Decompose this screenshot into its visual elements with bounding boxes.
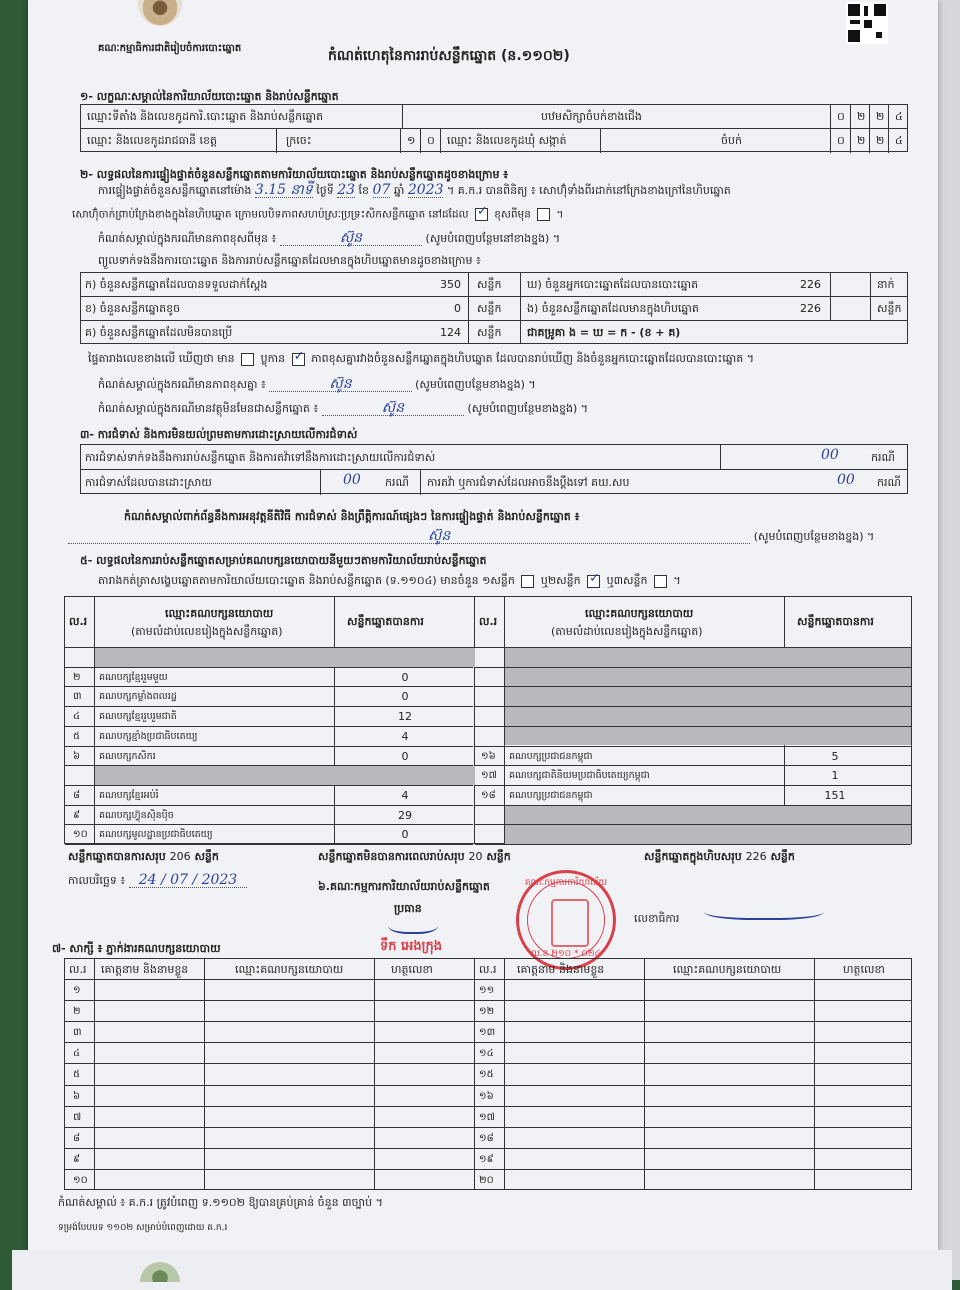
tally-sheet-line: តារាងកត់ត្រាសង្ខេបឆ្នោតតាមការិយាល័យបោះឆ្នោត និងរាប់សន្លឹកឆ្នោត (ទ.១១០៤) មានចំនួន ១សន្លឹក ឬ២សន្លឹក ✓ ឬ៣សន្លឹក ។ [98, 574, 681, 588]
ballots-in-box-unit: សន្លឹក [877, 302, 902, 315]
witness-right-number: ១៧ [479, 1111, 495, 1123]
witness-right-name-header: គោត្តនាម និងនាមខ្លួន [517, 963, 605, 976]
row-divider [65, 844, 473, 845]
witness-left-number: ៨ [73, 1132, 81, 1144]
stamp-emblem [551, 899, 589, 947]
difference-note-line [98, 378, 536, 392]
three-sheets-checkbox[interactable] [654, 575, 667, 588]
committee-sign-heading: ៦.គណៈកម្មការការិយាល័យរាប់សន្លឹកឆ្នោត [318, 880, 490, 893]
witness-right-number: ១៥ [479, 1069, 494, 1081]
party-number: ៥ [73, 730, 81, 742]
party-votes: 1 [831, 769, 839, 783]
shaded-row [505, 687, 911, 706]
date-line [68, 874, 247, 888]
witness-left-no-header: ល.រ [69, 963, 87, 976]
received-ballots-value: 350 [440, 278, 461, 291]
chair-signature [388, 914, 438, 934]
party-name: គណបក្សហ៊្វុនស៊ិនប៉ិច [99, 809, 174, 821]
chair-label: ប្រធាន [394, 902, 422, 915]
witness-left-name-header: គោត្តនាម និងនាមខ្លួន [101, 963, 189, 976]
row-divider [65, 726, 473, 727]
row-divider [65, 746, 473, 747]
spoiled-ballots-unit: សន្លឹក [477, 302, 502, 315]
province-label: ឈ្មោះ និងលេខកូដរាជធានី ខេត្ត [87, 134, 217, 147]
foreign-object-note-label: កំណត់សម្គាល់ក្នុងករណីមានវត្ថុមិនមែនជាសន្លឹកឆ្នោត ៖ [98, 402, 319, 415]
resolved-value: 00 [343, 472, 361, 488]
count-time-label: ការផ្ទៀងផ្ទាត់ចំនួនសន្លឹកឆ្នោតនៅម៉ោង [98, 184, 252, 197]
left-votes-header: សន្លឹកឆ្នោតបានការ [347, 615, 424, 628]
discrepancy-intro: ផ្ទៃតារាងលេខខាងលើ ឃើញថា មាន [88, 352, 235, 365]
row-divider [65, 667, 473, 668]
shaded-row [505, 727, 911, 746]
discrepancy-none-label: ប្លុកាន [260, 352, 286, 365]
total-valid-value: 206 [169, 850, 191, 863]
party-number: ១៦ [481, 750, 496, 762]
section-4-note-tail: (សូមបំពេញបន្ថែមខាងខ្នង) ។ [753, 530, 875, 543]
witness-left-number: ៣ [73, 1027, 82, 1039]
secretary-label: លេខាធិការ [634, 912, 680, 925]
total-invalid-line [318, 850, 511, 863]
total-valid-unit: សន្លឹក [194, 850, 219, 863]
witness-left-number: ៦ [73, 1090, 81, 1102]
party-name: គណបក្សខ្មែររួមមួយ [99, 671, 168, 683]
party-name: គណបក្សមូលដ្ឋានប្រជាធិបតេយ្យ [99, 829, 213, 841]
total-valid-label: សន្លឹកឆ្នោតបានការសរុប [68, 850, 166, 863]
party-number: ១០ [73, 829, 88, 841]
party-name: គណបក្សប្រជាជនកម្ពុជា [509, 789, 593, 801]
party-name: គណបក្សកម្លាំងពលរដ្ឋ [99, 691, 177, 703]
witness-left-number: ១ [73, 985, 81, 996]
shaded-row [505, 648, 911, 667]
witness-row-divider [65, 1127, 911, 1128]
commune-code-3: ២ [876, 134, 885, 147]
footer-note: កំណត់សម្គាល់ ៖ គ.ក.រ ត្រូវបំពេញ ទ.១១០២ ឱ្យបានគ្រប់គ្រាន់ ចំនួន ៣ច្បាប់ ។ [58, 1196, 383, 1209]
foreign-object-note-line [98, 402, 588, 416]
station-code-2: ២ [857, 110, 866, 123]
witness-right-sign-header: ហត្ថលេខា [843, 963, 885, 976]
total-invalid-unit: សន្លឹក [486, 850, 511, 863]
official-stamp [516, 870, 616, 970]
witness-left-number: ៧ [73, 1111, 82, 1123]
section-4-note-line [68, 530, 874, 544]
foreign-object-note-tail: (សូមបំពេញបន្ថែមខាងខ្នង) ។ [467, 402, 589, 415]
adjacent-sheet-edge [938, 0, 960, 1280]
witness-row-divider [65, 1042, 911, 1043]
unused-ballots-label: គ) ចំនួនសន្លឹកឆ្នោតដែលមិនបានប្រើ [85, 326, 233, 339]
unused-ballots-unit: សន្លឹក [477, 326, 502, 339]
resolved-unit: ករណី [385, 476, 409, 489]
discrepancy-text: ភាពខុសគ្នារវាងចំនួនសន្លឹកឆ្នោតក្នុងហិបឆ្នោត ដែលបានរាប់ឃើញ និងចំនួនអ្នកបោះឆ្នោតដែលបានបោះឆ្នោត ។ [311, 352, 754, 365]
secretary-signature [704, 900, 824, 920]
section-2-heading: ២- លទ្ធផលនៃការផ្ទៀងផ្ទាត់ចំនួនសន្លឹកឆ្នោតតាមការិយាល័យបោះឆ្នោត និងរាប់សន្លឹកឆ្នោតដូចខាងក្រោម ៖ [80, 168, 509, 181]
spoiled-ballots-value: 0 [454, 302, 461, 315]
party-votes: 4 [401, 729, 409, 743]
section-4-note-value: ស៊ូន [68, 530, 750, 544]
party-number: ១៧ [481, 770, 497, 782]
witness-right-number: ១៦ [479, 1090, 494, 1102]
witness-right-number: ១៣ [479, 1027, 496, 1039]
witness-left-number: ៥ [73, 1069, 81, 1081]
changed-checkbox[interactable] [537, 208, 550, 221]
row-divider [65, 686, 473, 687]
party-name: គណបក្សខ្មែរអប់រំ [99, 789, 159, 801]
difference-note-tail: (សូមបំពេញបន្ថែមខាងខ្នង) ។ [415, 378, 536, 391]
witness-right-number: ១១ [479, 985, 495, 996]
witness-row-divider [65, 1063, 911, 1064]
discrepancy-line [88, 352, 754, 366]
ballots-in-box-label: ង) ចំនួនសន្លឹកឆ្នោតដែលមានក្នុងហិបឆ្នោត [527, 302, 699, 315]
party-votes: 12 [398, 710, 412, 724]
section-4-text: កំណត់សម្គាល់ពាក់ព័ន្ធនឹងការអនុវត្តនីតិវិធី ការជំទាស់ និងព្រឹត្តិការណ៍ផ្សេងៗ នៃការផ្ទៀងផ្ទាត់ និងរាប់សន្លឹកឆ្នោត ៖ [124, 510, 580, 523]
box-contents-intro: ព្យួលទាក់ទងនឹងការបោះឆ្នោត និងការរាប់សន្លឹកឆ្នោតដែលមានក្នុងហិបឆ្នោតមានដូចខាងក្រោម ៖ [98, 254, 481, 267]
party-results-table [64, 596, 912, 844]
count-time-line [98, 184, 731, 198]
total-box-label: សន្លឹកឆ្នោតក្នុងហិបសរុប [644, 850, 742, 863]
three-sheets-label: ឬ៣សន្លឹក [606, 574, 648, 587]
province-code-2: ០ [427, 134, 435, 147]
form-title: កំណត់ហេតុនៃការរាប់សន្លឹកឆ្នោត (ន.១១០២) [328, 48, 570, 64]
date-value: 24 / 07 / 2023 [129, 874, 248, 888]
row-divider [475, 765, 911, 766]
unused-ballots-value: 124 [440, 326, 461, 339]
party-number: ៦ [73, 750, 81, 762]
total-invalid-value: 20 [468, 850, 483, 863]
shaded-row [95, 766, 475, 785]
right-party-subheader: (តាមលំដាប់លេខរៀងក្នុងសន្លឹកឆ្នោត) [551, 625, 703, 638]
party-number: ១៨ [481, 789, 496, 801]
commune-code-4: ៤ [895, 134, 903, 147]
witness-right-number: ២០ [479, 1174, 494, 1186]
witness-table [64, 958, 912, 1190]
count-month: 07 [372, 182, 391, 198]
count-day: 23 [337, 182, 356, 198]
row-divider [65, 706, 473, 707]
party-number: ២ [73, 671, 81, 683]
commune-name: ចំបក់ [721, 134, 742, 147]
right-no-header: ល.រ [479, 615, 498, 628]
stamp-bottom-text: ល.ខ ២១០ * ០២៤ [531, 949, 601, 959]
witness-row-divider [65, 1148, 911, 1149]
shaded-row [95, 648, 475, 667]
unchanged-checkbox[interactable] [475, 208, 488, 221]
witness-row-divider [65, 1169, 911, 1170]
section-1-heading: ១- លក្ខណៈសម្គាល់នៃការិយាល័យបោះឆ្នោត និងរាប់សន្លឹកឆ្នោត [80, 90, 339, 103]
difference-note-label: កំណត់សម្គាល់ក្នុងករណីមានភាពខុសគ្នា ៖ [98, 378, 266, 391]
total-box-unit: សន្លឹក [770, 850, 795, 863]
qr-code [846, 2, 888, 44]
received-ballots-unit: សន្លឹក [477, 278, 502, 291]
party-name: គណបក្សប្រជាជនកម្ពុជា [509, 750, 593, 762]
committee-name: គណៈកម្មាធិការជាតិរៀបចំការបោះឆ្នោត [98, 43, 242, 54]
spoiled-ballots-label: ខ) ចំនួនសន្លឹកឆ្នោតខូច [85, 302, 181, 315]
nec-logo [138, 0, 182, 26]
complaints-table [80, 444, 908, 494]
total-invalid-label: សន្លឹកឆ្នោតមិនបានការពេលរាប់សរុប [318, 850, 465, 863]
row-divider [65, 785, 473, 786]
station-label: ឈ្មោះទីតាំង និងលេខកូដការិ.បោះឆ្នោត និងរាប់សន្លឹកឆ្នោត [87, 110, 324, 123]
two-sheets-checkbox[interactable] [587, 575, 600, 588]
party-votes: 151 [824, 788, 846, 802]
appeal-unit: ករណី [877, 476, 901, 489]
total-box-value: 226 [745, 850, 767, 863]
witness-row-divider [65, 1085, 911, 1086]
shaded-row [505, 668, 911, 687]
left-party-subheader: (តាមលំដាប់លេខរៀងក្នុងសន្លឹកឆ្នោត) [131, 625, 283, 638]
witness-right-party-header: ឈ្មោះគណបក្សនយោបាយ [673, 963, 782, 976]
appeal-value: 00 [837, 472, 855, 488]
party-name: គណបក្សខ្មាំងប្រជាធិបតេយ្យ [99, 730, 198, 742]
change-note-value: ស៊ូន [280, 232, 422, 246]
total-valid-line [68, 850, 219, 863]
difference-note-value: ស៊ូន [269, 378, 411, 392]
row-divider [475, 844, 911, 845]
party-number: ៨ [73, 789, 81, 801]
count-time: 3.15 នាទី [254, 182, 313, 198]
witness-left-number: ៤ [73, 1048, 81, 1060]
witness-left-number: ២ [73, 1006, 81, 1018]
ballots-in-box-value: 226 [800, 302, 821, 315]
seal-check-text: សោហ៊ុំចាក់ព្រាប់ក្រែងខាងក្នុងនៃហិបឆ្នោត ក្រោមលបិទភាពសហប៉ស្រៈប្រទ្រះសិកសន្លឹកឆ្នោត នៅដដែល [72, 208, 469, 221]
party-name: គណបក្សខ្មែររួបរួមជាតិ [99, 711, 177, 723]
voters-unit: នាក់ [877, 278, 895, 291]
ballot-count-form [28, 0, 938, 1262]
commune-code-2: ២ [857, 134, 866, 147]
formula-text: ជាគម្រូគា ង = ឃ = ក - (ខ + គ) [527, 326, 681, 339]
witness-right-no-header: ល.រ [479, 963, 497, 976]
resolved-label: ការជំទាស់ដែលបានដោះស្រាយ [85, 476, 212, 489]
witness-right-number: ១២ [479, 1006, 495, 1018]
section-3-heading: ៣- ការជំទាស់ និងការមិនយល់ព្រមតាមការដោះស្រាយលើការជំទាស់ [80, 428, 358, 441]
right-party-header: ឈ្មោះគណបក្សនយោបាយ [585, 607, 694, 620]
row-divider [65, 824, 473, 825]
shaded-row [505, 825, 911, 844]
party-number: ៩ [73, 809, 81, 821]
witness-row-divider [65, 1000, 911, 1001]
witness-left-party-header: ឈ្មោះគណបក្សនយោបាយ [235, 963, 344, 976]
voters-value: 226 [800, 278, 821, 291]
party-votes: 0 [401, 690, 409, 704]
witness-left-number: ៩ [73, 1153, 81, 1165]
party-number: ៣ [73, 691, 82, 703]
voters-label: ឃ) ចំនួនអ្នកបោះឆ្នោតដែលបានបោះឆ្នោត [527, 278, 699, 291]
province-name: ក្រចេះ [286, 134, 312, 147]
discrepancy-none-checkbox[interactable] [292, 353, 305, 366]
footer-form-note: ទម្រង់បែបបទ ១១០២ សម្រាប់បំពេញដោយ គ.ក.រ [58, 1223, 228, 1233]
month-label: ខែ [358, 184, 370, 197]
commune-label: ឈ្មោះ និងលេខកូដឃុំ សង្កាត់ [447, 134, 567, 147]
seal-check-line: សោហ៊ុំចាក់ព្រាប់ក្រែងខាងក្នុងនៃហិបឆ្នោត ក្រោមលបិទភាពសហប៉ស្រៈប្រទ្រះសិកសន្លឹកឆ្នោត នៅដដែល ✓ ខុសពីមុន ។ [72, 208, 563, 222]
party-number: ៤ [73, 711, 81, 723]
chair-name: ទឹក អេងក្រុង [380, 939, 443, 954]
right-votes-header: សន្លឹកឆ្នោតបានការ [797, 615, 874, 628]
commune-code-1: ០ [837, 134, 845, 147]
foreign-object-note-value: ស៊ូន [322, 402, 464, 416]
stamp-top-text: គណៈកម្មការការិយាល័យ [524, 878, 608, 888]
left-no-header: ល.រ [69, 615, 88, 628]
complaints-label: ការជំទាស់ទាក់ទងនឹងការរាប់សន្លឹកឆ្នោត និងការតវ៉ាទៅនឹងការដោះស្រាយលើការជំទាស់ [85, 451, 436, 464]
year-label: ឆ្នាំ [393, 184, 405, 197]
witness-row-divider [65, 1021, 911, 1022]
witness-right-number: ១៩ [479, 1153, 494, 1165]
appeal-label: ការតវ៉ា ឬការជំទាស់ដែលអាចនឹងប្ដឹងទៅ គឃ.សប [427, 476, 630, 489]
discrepancy-yes-checkbox[interactable] [241, 353, 254, 366]
party-votes: 29 [398, 808, 412, 822]
shaded-row [505, 707, 911, 726]
date-label: កាលបរិច្ឆេទ ៖ [68, 874, 126, 887]
section-7-heading: ៧- សាក្សី ៖ ភ្នាក់ងារគណបក្សនយោបាយ [52, 942, 221, 955]
received-ballots-label: ក) ចំនួនសន្លឹកឆ្នោតដែលបានទទួលដាក់ស្ដែង [85, 278, 268, 291]
section-5-heading: ៥- លទ្ធផលនៃការរាប់សន្លឹកឆ្នោតសម្រាប់គណបក្សនយោបាយនីមួយៗតាមការិយាល័យរាប់សន្លឹកឆ្នោត [80, 554, 487, 567]
section-1-table [80, 104, 908, 152]
witness-row-divider [65, 1106, 911, 1107]
two-sheets-label: ឬ២សន្លឹក [540, 574, 581, 587]
witness-left-number: ១០ [73, 1174, 88, 1186]
change-note-line [98, 232, 560, 246]
party-votes: 0 [401, 828, 409, 842]
count-year: 2023 [407, 182, 444, 198]
witness-left-sign-header: ហត្ថលេខា [391, 963, 433, 976]
change-note-tail: (សូមបំពេញបន្ថែមនៅខាងខ្នង) ។ [425, 232, 561, 245]
total-box-line [644, 850, 795, 863]
witness-right-number: ១៨ [479, 1132, 494, 1144]
party-votes: 4 [401, 788, 409, 802]
row-divider [475, 746, 911, 747]
station-code-1: ០ [837, 110, 845, 123]
day-label: ថ្ងៃទី [316, 184, 334, 197]
inspection-text: ។ គ.ក.រ បានពិនិត្យ ៖ សោហ៊ុំទាំងពីរដាក់នៅក្រែងខាងក្រៅនៃហិបឆ្នោត [446, 184, 731, 197]
complaints-unit: ករណី [871, 451, 895, 464]
tally-sheet-text: តារាងកត់ត្រាសង្ខេបឆ្នោតតាមការិយាល័យបោះឆ្នោត និងរាប់សន្លឹកឆ្នោត (ទ.១១០៤) មានចំនួន ១សន្លឹក [98, 574, 515, 587]
station-code-4: ៤ [895, 110, 903, 123]
ballot-count-table [80, 272, 908, 344]
party-name: គណបក្សជាតិនិយមប្រជាធិបតេយ្យកម្ពុជា [509, 770, 650, 782]
witness-right-number: ១៤ [479, 1048, 494, 1060]
province-code-1: ១ [407, 134, 416, 147]
change-note-label: កំណត់សម្គាល់ក្នុងករណីមានភាពខុសពីមុន ៖ [98, 232, 277, 245]
changed-label: ខុសពីមុន [494, 208, 531, 221]
complaints-value: 00 [821, 447, 839, 463]
left-party-header: ឈ្មោះគណបក្សនយោបាយ [165, 607, 274, 620]
party-votes: 5 [831, 749, 839, 763]
row-divider [65, 805, 473, 806]
party-votes: 0 [401, 670, 409, 684]
station-name: បឋមសិក្សាចំបក់ខាងជើង [541, 110, 642, 123]
party-votes: 0 [401, 749, 409, 763]
station-code-3: ២ [876, 110, 885, 123]
shaded-row [505, 806, 911, 825]
one-sheet-checkbox[interactable] [521, 575, 534, 588]
party-name: គណបក្សកសិករ [99, 750, 156, 762]
row-divider [475, 785, 911, 786]
